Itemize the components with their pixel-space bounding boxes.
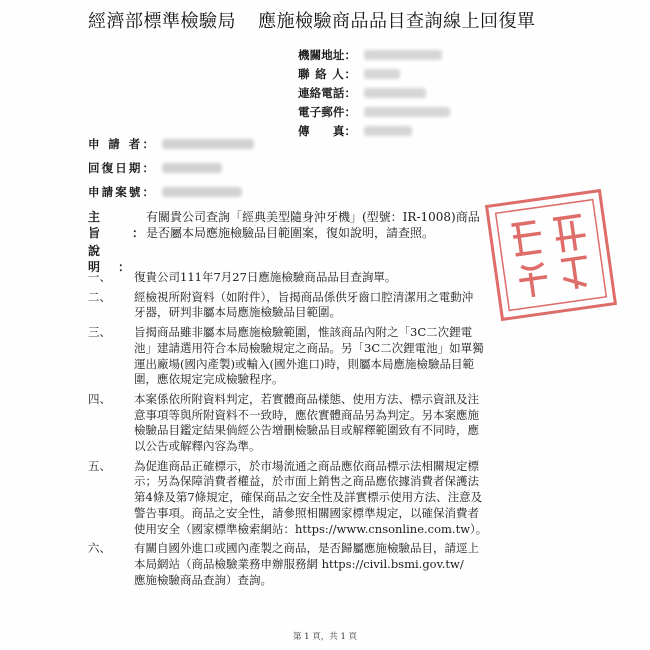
item-number: 二、 [88,289,111,304]
subject-line: 有關貴公司查詢「經典美型隨身沖牙機」(型號：IR-1008)商品 [146,210,480,224]
redacted-value [364,88,426,98]
list-item [88,325,568,388]
item-line: 示；另為保障消費者權益，於市面上銷售之商品應依據消費者保護法 [134,474,479,489]
explain-label: 說 明： [88,244,130,274]
list-item [88,392,568,455]
redacted-value [162,187,242,197]
redacted-value [364,69,400,79]
item-line: 意事項等與所附資料不一致時，應依實體商品另為判定。另本案應施 [134,407,479,422]
redacted-value [162,139,254,149]
official-seal-stamp [476,180,626,330]
item-number: 一、 [88,270,111,284]
seal-icon [476,180,626,330]
agency-name: 經濟部標準檢驗局 [88,11,236,32]
applicant-row: 申 請 者： [88,136,154,152]
item-line: 運出廠場(國內產製)或輸入(國外進口)時，則屬本局應施檢驗品目範 [134,356,474,371]
item-line: 本局網站（商品檢驗業務申辦服務網 https://civil.bsmi.gov.tw/ [134,556,464,571]
contact-email: 電子郵件： [298,104,356,123]
item-line: 池」建請選用符合本局檢驗規定之商品。另「3C二次鋰電池」如單獨 [134,340,484,355]
contact-address: 機關地址： [298,47,356,66]
item-line: 第4條及第7條規定，確保商品之安全性及詳實標示使用方法、注意及 [134,490,483,505]
redacted-value [364,107,450,117]
document-title [88,7,608,33]
item-line: 經檢視所附資料（如附件），旨揭商品係供牙齒口腔清潔用之電動沖 [134,289,474,304]
list-item [88,459,568,538]
item-line: 以公告或解釋內容為準。 [134,439,261,454]
item-line: 使用安全（國家標準檢索網站：https://www.cnsonline.com.tw）。 [134,521,488,536]
item-line: 復貴公司111年7月27日應施檢驗商品品目查詢單。 [134,270,397,284]
page-footer: 第 1 頁，共 1 頁 [292,632,358,642]
contact-fax: 傳 真： [298,123,356,142]
contact-block [298,47,356,142]
list-item [88,541,568,588]
contact-person: 聯 絡 人： [298,66,356,85]
subject-line: 是否屬本局應施檢驗品目範圍案，復如說明，請查照。 [146,226,435,240]
item-line: 檢驗品目鑑定結果倘經公告增刪檢驗品目或解釋範圍致有不同時，應 [134,423,479,438]
contact-phone: 連絡電話： [298,85,356,104]
item-line: 圍，應依規定完成檢驗程序。 [134,372,284,387]
item-number: 三、 [88,325,111,340]
form-title: 應施檢驗商品品目查詢線上回復單 [258,11,536,32]
item-line: 警告事項。商品之安全性，請參照相關國家標準規定，以確保消費者 [134,505,479,520]
item-line: 為促進商品正確標示，於市場流通之商品應依商品標示法相關規定標 [134,458,479,473]
item-number: 四、 [88,391,111,406]
redacted-value [364,50,442,60]
item-line: 本案係依所附資料判定，若實體商品樣態、使用方法、標示資訊及注 [134,391,479,406]
subject-label: 主 旨： [88,210,144,240]
item-number: 六、 [88,541,111,556]
item-line: 有關自國外進口或國內產製之商品，是否歸屬應施檢驗品目，請逕上 [134,541,479,556]
redacted-value [364,126,412,136]
case-no-row: 申請案號： [88,184,154,200]
redacted-value [162,163,222,173]
item-line: 應施檢驗商品查詢）查詢。 [134,572,272,587]
item-line: 牙器，研判非屬本局應施檢驗品目範圍。 [134,305,341,320]
reply-date-row: 回復日期： [88,160,154,176]
item-line: 旨揭商品雖非屬本局應施檢驗範圍，惟該商品內附之「3C二次鋰電 [134,325,473,340]
item-number: 五、 [88,458,111,473]
